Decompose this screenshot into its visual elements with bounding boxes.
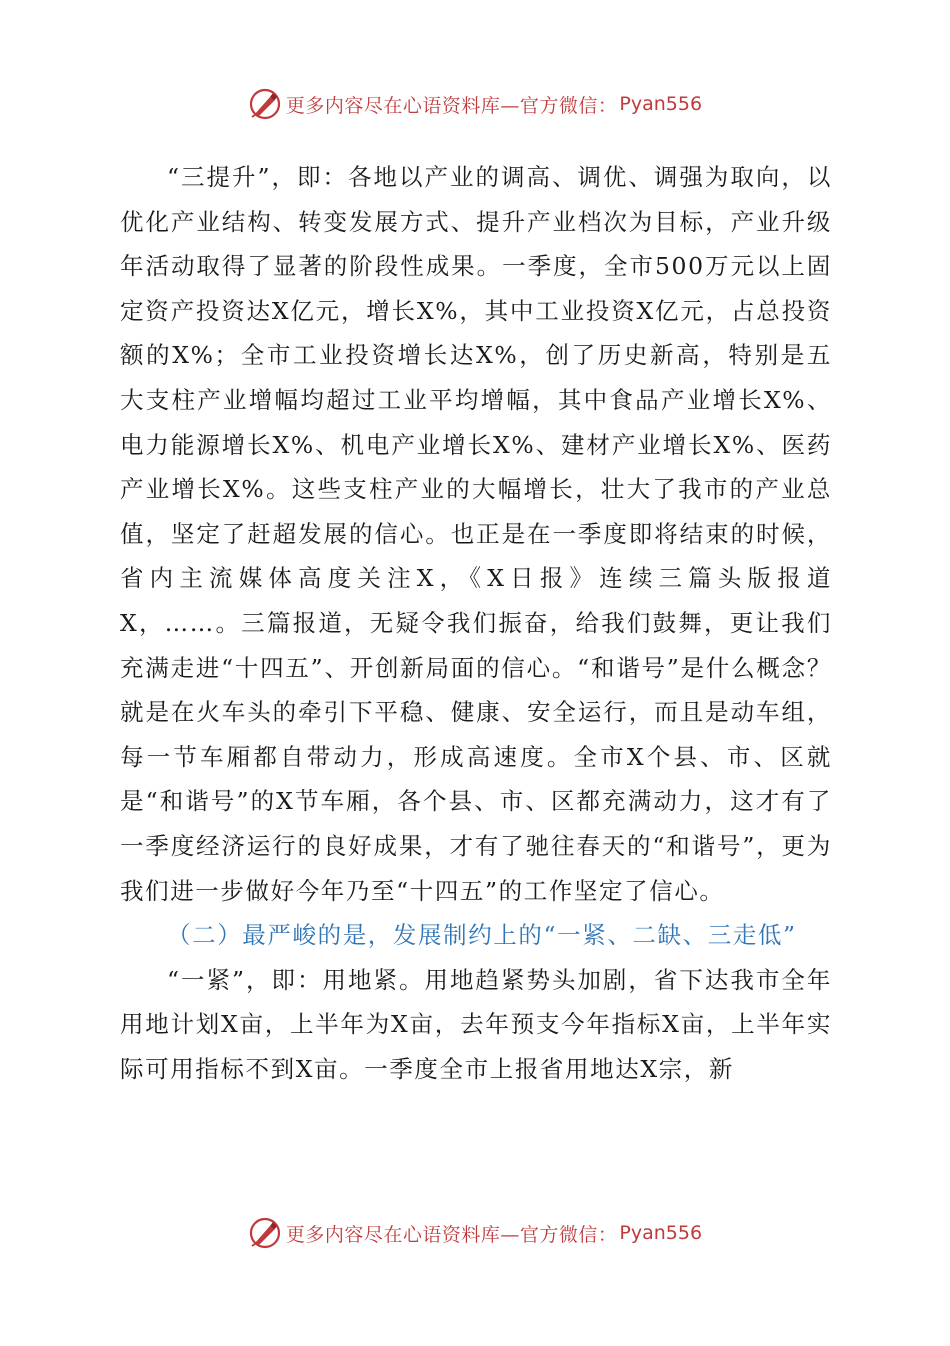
banner-handle: Pyan556 <box>619 93 703 115</box>
banner-text: 更多内容尽在心语资料库—官方微信： <box>285 1223 618 1246</box>
header-banner <box>0 84 950 124</box>
document-body <box>120 155 832 1091</box>
paragraph-land-shortage: “一紧”，即：用地紧。用地趋紧势头加剧，省下达我市全年用地计划X亩，上半年为X亩，去年预支今年指标X亩，上半年实际可用指标不到X亩。一季度全市上报省用地达X宗，新 <box>120 965 832 1083</box>
banner-handle: Pyan556 <box>619 1222 703 1244</box>
pen-nib-logo-icon <box>248 1216 282 1250</box>
paragraph-three-improvements: “三提升”，即：各地以产业的调高、调优、调强为取向，以优化产业结构、转变发展方式、提升产业档次为目标，产业升级年活动取得了显著的阶段性成果。一季度，全市500万元以上固定资产投资达X亿元，增长X%，其中工业投资X亿元，占总投资额的X%；全市工业投资增长达X%，创了历史新高，特别是五大支柱产业增幅均超过工业平均增幅，其中食品产业增长X%、电力能源增长X%、机电产业增长X%、建材产业增长X%、医药产业增长X%。这些支柱产业的大幅增长，壮大了我市的产业总值，坚定了赶超发展的信心。也正是在一季度即将结束的时候，省内主流媒体高度关注X，《X日报》连续三篇头版报道X，……。三篇报道，无疑令我们振奋，给我们鼓舞，更让我们充满走进“十四五”、开创新局面的信心。“和谐号”是什么概念？就是在火车头的牵引下平稳、健康、安全运行，而且是动车组，每一节车厢都自带动力，形成高速度。全市X个县、市、区就是“和谐号”的X节车厢，各个县、市、区都充满动力，这才有了一季度经济运行的良好成果，才有了驰往春天的“和谐号”，更为我们进一步做好今年乃至“十四五”的工作坚定了信心。 <box>120 163 832 905</box>
banner-text: 更多内容尽在心语资料库—官方微信： <box>285 94 618 117</box>
section-heading-2: （二）最严峻的是，发展制约上的“一紧、二缺、三走低” <box>167 921 797 950</box>
pen-nib-logo-icon <box>248 87 282 121</box>
footer-banner <box>0 1213 950 1253</box>
